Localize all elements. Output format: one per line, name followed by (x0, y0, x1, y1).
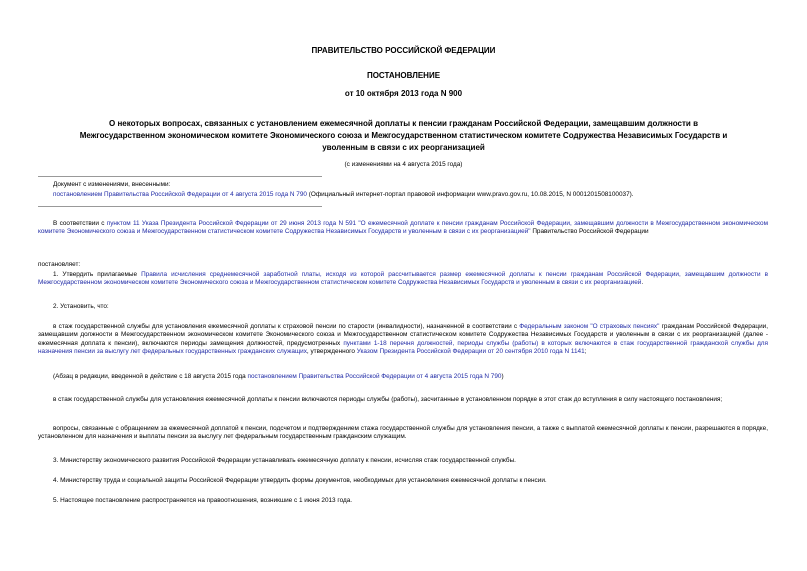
divider-bottom (38, 206, 322, 207)
paragraph-1-text-a: в стаж государственной службы для установления ежемесячной доплаты к страховой пенсии по старости (инвалидности), назначенной в соответствии с (53, 323, 520, 330)
federal-law-link[interactable]: Федеральным законом "О страховых пенсиях" (519, 323, 660, 330)
paragraph-1-text-c: , утвержденного (306, 348, 357, 356)
presidential-decree-1141-link[interactable]: Указом Президента Российской Федерации от 20 сентября 2010 года N 1141 (356, 348, 585, 356)
item-2: 2. Установить, что: (53, 303, 109, 310)
item-5: 5. Настоящее постановление распространяется на правоотношения, возникшие с 1 июня 2013 года. (53, 497, 353, 504)
paragraph-1-text-b: гражданам Российской Федерации, замещавшим должности в Межгосударственном экономическом комитете Экономического союза и Межгосударственном статистическом комитете Содружества Независимых Государств и уволенным в связи с их реорганизацией (далее - ежемесячная доплата к пенсии), включаются периоды замещения должностей, предусмотренных (38, 323, 768, 347)
item-3: 3. Министерству экономического развития Российской Федерации устанавливать ежемесячную доплату к пенсии, исчисляя стаж государственной службы. (53, 457, 516, 464)
item-1-text-a: 1. Утвердить прилагаемые (53, 271, 142, 278)
rules-link[interactable]: Правила исчисления среднемесячной заработной платы, исходя из которой рассчитывается размер ежемесячной доплаты к пенсии гражданам Российской Федерации, замещавшим должности в Межгосударственном экономическом комитете Экономического союза и Межгосударственном статистическом комитете Содружества Независимых Государств и уволенным в связи с их реорганизацией (38, 271, 768, 287)
item-1 (38, 271, 768, 288)
presidential-decree-link[interactable]: пунктом 11 Указа Президента Российской Федерации от 29 июня 2013 года N 591 "О ежемесячной доплате к пенсии гражданам Российской Федерации, замещавшим должности в Межгосударственном экономическом комитете Экономического союза и Межгосударственном статистическом комитете Содружества Независимых Государств и уволенным в связи с их реорганизацией" (38, 220, 768, 236)
preamble (38, 220, 768, 237)
paragraph-3: вопросы, связанные с обращением за ежемесячной доплатой к пенсии, подсчетом и подтверждением стажа государственной службы для установления пенсии, а также с выплатой ежемесячной доплаты к пенсии, разрешаются в порядке, установленном для назначения и выплаты пенсии за выслугу лет федеральным государственным гражданским служащим. (38, 425, 768, 441)
preamble-text-a: В соответствии с (53, 220, 107, 227)
decree-word: постановляет: (38, 261, 81, 268)
paragraph-1-text-d: ; (584, 348, 587, 356)
document-type: ПОСТАНОВЛЕНИЕ (366, 71, 441, 80)
paragraph-2: в стаж государственной службы для установления ежемесячной доплаты к пенсии включаются периоды службы (работы), засчитанные в установленном порядке в этот стаж до вступления в силу настоящего постановления; (53, 396, 723, 403)
document-title-line-3: уволенным в связи с их реорганизацией (322, 143, 485, 152)
document-date: от 10 октября 2013 года N 900 (344, 89, 463, 98)
document-title-line-2: Межгосударственном экономическом комитете Экономического союза и Межгосударственном статистическом комитете Содружества Независимых Государств и (79, 131, 728, 140)
item-1-text-b: . (641, 279, 644, 287)
doc-changes-label: Документ с изменениями, внесенными: (53, 181, 171, 188)
item-4: 4. Министерству труда и социальной защиты Российской Федерации утвердить формы документов, необходимых для установления ежемесячной доплаты к пенсии. (53, 477, 547, 484)
positions-list-link[interactable]: пунктами 1-18 перечня должностей, периоды службы (работы) в которых включаются в стаж государственной гражданской службы для назначения пенсии за выслугу лет федеральных государственных гражданских служащих (38, 339, 768, 356)
amendment-note-link[interactable]: постановлением Правительства Российской Федерации от 4 августа 2015 года N 790 (247, 373, 502, 380)
note-text-a: (Абзац в редакции, введенной в действие с 18 августа 2015 года (53, 373, 248, 380)
changes-note: (с изменениями на 4 августа 2015 года) (344, 161, 463, 168)
note-text-b: ) (501, 373, 504, 380)
divider-top (38, 176, 322, 177)
preamble-text-b: Правительство Российской Федерации (530, 228, 649, 236)
doc-changes-line (53, 191, 773, 199)
document-title-line-1: О некоторых вопросах, связанных с установлением ежемесячной доплаты к пенсии гражданам Российской Федерации, замещавшим должности в (109, 119, 698, 128)
paragraph-1 (38, 323, 768, 357)
amendment-source: (Официальный интернет-портал правовой информации www.pravo.gov.ru, 10.08.2015, N 0001201508100037). (306, 191, 634, 198)
paragraph-1-note (53, 373, 768, 381)
government-heading: ПРАВИТЕЛЬСТВО РОССИЙСКОЙ ФЕДЕРАЦИИ (311, 46, 496, 55)
amendment-link[interactable]: постановлением Правительства Российской Федерации от 4 августа 2015 года N 790 (53, 191, 307, 198)
